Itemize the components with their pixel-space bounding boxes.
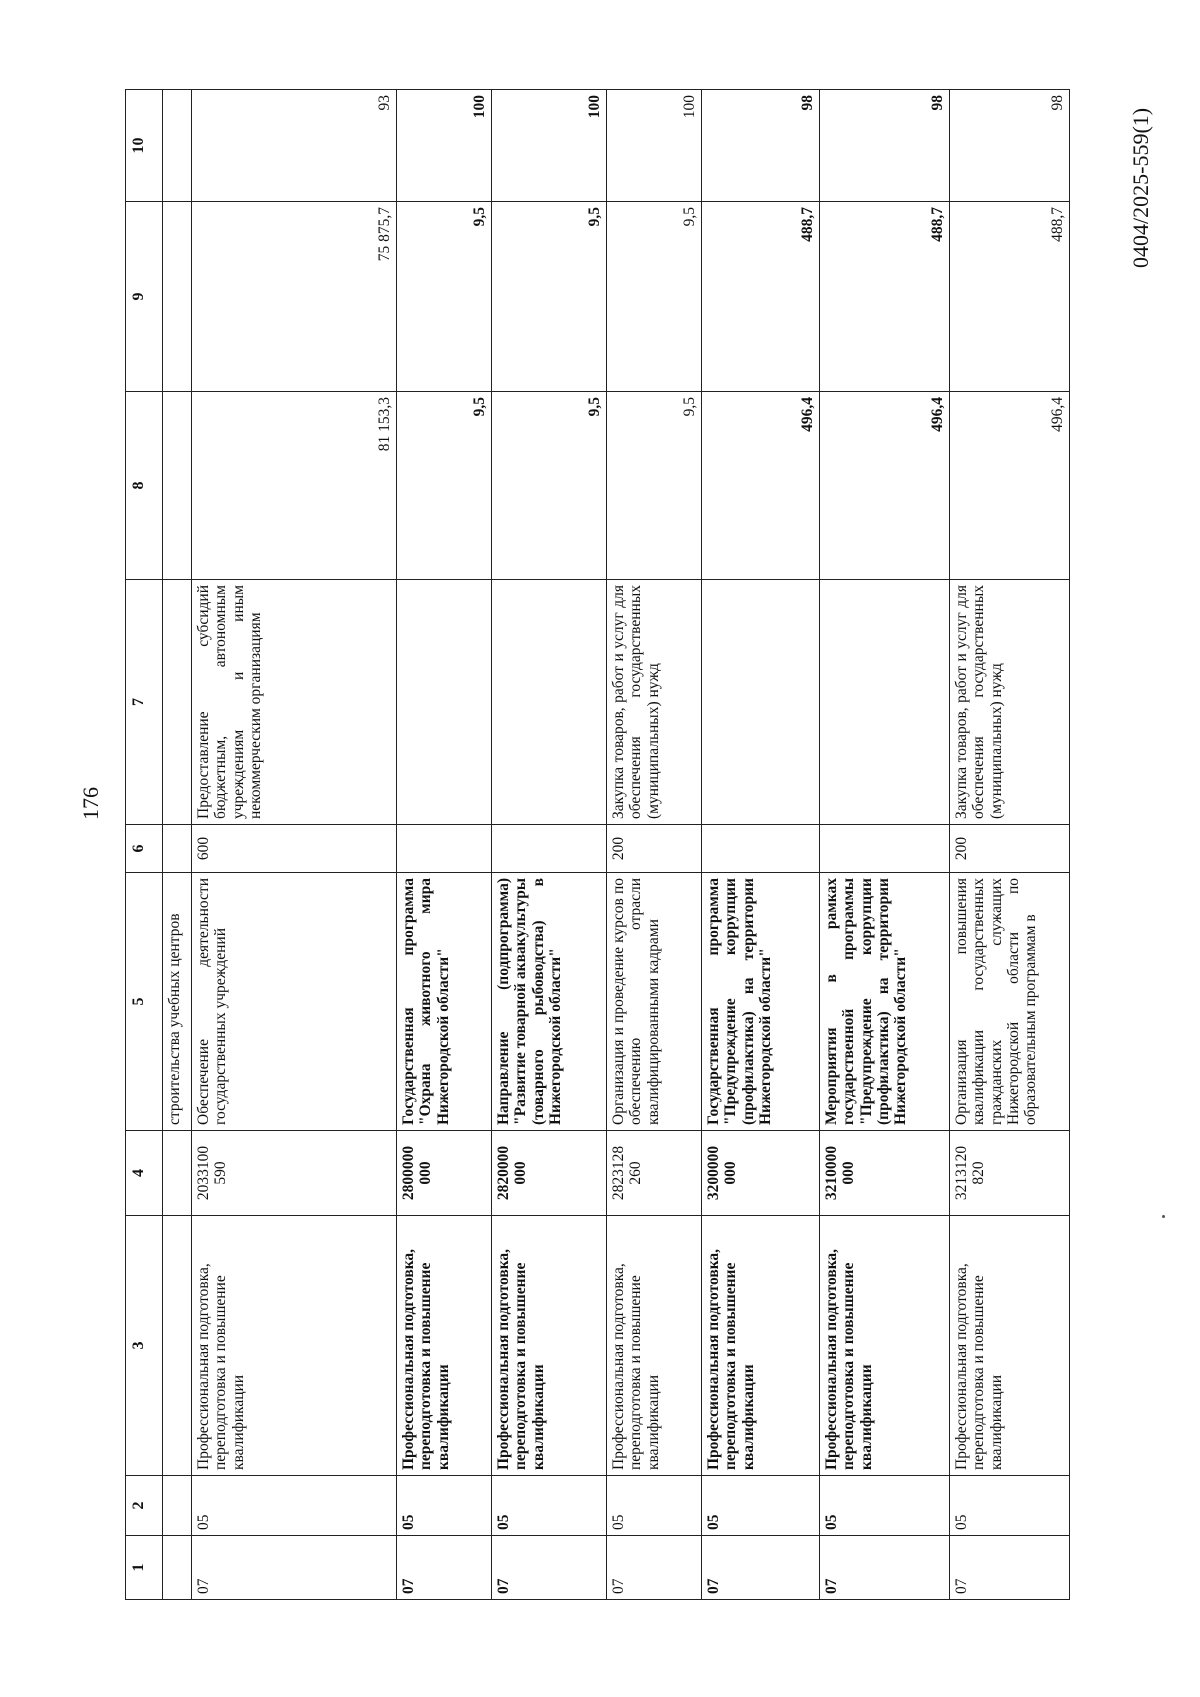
code-col-2: 05 [397, 1476, 492, 1536]
execution-percent: 100 [492, 90, 607, 202]
table-body [163, 90, 1070, 1600]
header-col-8: 8 [126, 392, 163, 580]
code-col-1: 07 [397, 1536, 492, 1600]
expense-type-name: Предоставление субсидий бюджетным, автономным учреждениям и иным некоммерческим организациям [192, 580, 397, 825]
expense-type-name [397, 580, 492, 825]
code-col-2: 05 [192, 1476, 397, 1536]
planned-amount: 81 153,3 [192, 392, 397, 580]
target-article-code: 3200000 000 [702, 1131, 820, 1216]
expense-type-code [492, 825, 607, 873]
table-row [950, 90, 1070, 1600]
item-description: Государственная программа "Предупреждение коррупции (профилактика) на территории Нижегородской области" [702, 873, 820, 1131]
execution-percent: 100 [607, 90, 702, 202]
item-description: Мероприятия в рамках государственной программы "Предупреждение коррупции (профилактика) на территории Нижегородской области" [820, 873, 950, 1131]
scan-artifact [1162, 1215, 1165, 1218]
header-col-7: 7 [126, 580, 163, 825]
code-col-1: 07 [820, 1536, 950, 1600]
expense-type-code [702, 825, 820, 873]
item-description: Государственная программа "Охрана животного мира Нижегородской области" [397, 873, 492, 1131]
item-description: Направление (подпрограмма) "Развитие товарной аквакультуры (товарного рыбоводства) в Нижегородской области" [492, 873, 607, 1131]
section-name: Профессиональная подготовка, переподготовка и повышение квалификации [192, 1216, 397, 1476]
code-col-1: 07 [950, 1536, 1070, 1600]
header-col-4: 4 [126, 1131, 163, 1216]
target-article-code: 2033100 590 [192, 1131, 397, 1216]
continuation-text: строительства учебных центров [163, 873, 192, 1131]
executed-amount: 9,5 [397, 202, 492, 392]
document-code: 0404/2025-559(1) [1128, 107, 1153, 268]
page-number: 176 [78, 787, 103, 820]
budget-table [125, 89, 1070, 1600]
target-article-code: 3210000 000 [820, 1131, 950, 1216]
header-col-1: 1 [126, 1536, 163, 1600]
section-name: Профессиональная подготовка, переподготовка и повышение квалификации [702, 1216, 820, 1476]
table-row [702, 90, 820, 1600]
code-col-2: 05 [607, 1476, 702, 1536]
target-article-code: 3213120 820 [950, 1131, 1070, 1216]
section-name: Профессиональная подготовка, переподготовка и повышение квалификации [820, 1216, 950, 1476]
code-col-1: 07 [702, 1536, 820, 1600]
table-row [820, 90, 950, 1600]
code-col-2: 05 [702, 1476, 820, 1536]
header-col-5: 5 [126, 873, 163, 1131]
header-col-2: 2 [126, 1476, 163, 1536]
executed-amount: 9,5 [607, 202, 702, 392]
execution-percent: 98 [820, 90, 950, 202]
execution-percent: 100 [397, 90, 492, 202]
table-row [492, 90, 607, 1600]
item-description: Обеспечение деятельности государственных учреждений [192, 873, 397, 1131]
target-article-code: 2823128 260 [607, 1131, 702, 1216]
table-row [192, 90, 397, 1600]
expense-type-name [702, 580, 820, 825]
expense-type-name: Закупка товаров, работ и услуг для обеспечения государственных (муниципальных) нужд [950, 580, 1070, 825]
executed-amount: 488,7 [950, 202, 1070, 392]
continuation-row [163, 90, 192, 1600]
planned-amount: 496,4 [820, 392, 950, 580]
code-col-1: 07 [192, 1536, 397, 1600]
rotated-table-container [125, 90, 1065, 1600]
planned-amount: 496,4 [950, 392, 1070, 580]
table-row [397, 90, 492, 1600]
planned-amount: 9,5 [397, 392, 492, 580]
header-col-6: 6 [126, 825, 163, 873]
section-name: Профессиональная подготовка, переподготовка и повышение квалификации [492, 1216, 607, 1476]
executed-amount: 9,5 [492, 202, 607, 392]
expense-type-code [397, 825, 492, 873]
header-col-3: 3 [126, 1216, 163, 1476]
item-description: Организация повышения квалификации государственных гражданских служащих Нижегородской области по образовательным программам в [950, 873, 1070, 1131]
code-col-2: 05 [820, 1476, 950, 1536]
executed-amount: 488,7 [702, 202, 820, 392]
execution-percent: 93 [192, 90, 397, 202]
target-article-code: 2820000 000 [492, 1131, 607, 1216]
expense-type-code: 200 [607, 825, 702, 873]
expense-type-name: Закупка товаров, работ и услуг для обеспечения государственных (муниципальных) нужд [607, 580, 702, 825]
expense-type-code [820, 825, 950, 873]
planned-amount: 9,5 [607, 392, 702, 580]
expense-type-name [492, 580, 607, 825]
code-col-2: 05 [950, 1476, 1070, 1536]
header-row [126, 90, 163, 1600]
planned-amount: 9,5 [492, 392, 607, 580]
table-row [607, 90, 702, 1600]
section-name: Профессиональная подготовка, переподготовка и повышение квалификации [397, 1216, 492, 1476]
execution-percent: 98 [950, 90, 1070, 202]
expense-type-code: 600 [192, 825, 397, 873]
header-col-9: 9 [126, 202, 163, 392]
code-col-1: 07 [607, 1536, 702, 1600]
expense-type-code: 200 [950, 825, 1070, 873]
executed-amount: 75 875,7 [192, 202, 397, 392]
header-col-10: 10 [126, 90, 163, 202]
executed-amount: 488,7 [820, 202, 950, 392]
code-col-1: 07 [492, 1536, 607, 1600]
item-description: Организация и проведение курсов по обеспечению отрасли квалифицированными кадрами [607, 873, 702, 1131]
planned-amount: 496,4 [702, 392, 820, 580]
code-col-2: 05 [492, 1476, 607, 1536]
execution-percent: 98 [702, 90, 820, 202]
expense-type-name [820, 580, 950, 825]
target-article-code: 2800000 000 [397, 1131, 492, 1216]
section-name: Профессиональная подготовка, переподготовка и повышение квалификации [607, 1216, 702, 1476]
section-name: Профессиональная подготовка, переподготовка и повышение квалификации [950, 1216, 1070, 1476]
